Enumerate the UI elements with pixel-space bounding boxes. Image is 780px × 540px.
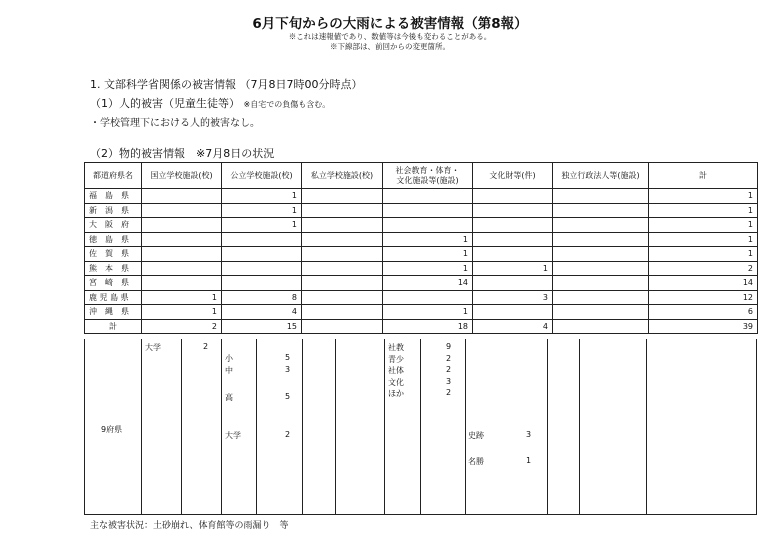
value-cell [142,276,222,291]
note-preliminary: ※これは速報値であり、数値等は今後も変わることがある。 [288,32,492,41]
note-underline: ※下線部は、前回からの変更箇所。 [330,42,450,51]
value-cell: 1 [649,232,758,247]
value-cell: 4 [222,305,302,320]
breakdown-kokuritsu-key: 大学 [145,343,161,352]
value-cell [383,203,473,218]
value-cell [383,189,473,204]
breakdown-shakai-val: 9 [446,342,452,351]
section-1-heading: 1. 文部科学省関係の被害情報 （7月8日7時00分時点） [90,78,363,91]
footer-main-damage: 主な被害状況：土砂崩れ、体育館等の雨漏り 等 [90,521,289,531]
value-cell: 1 [383,261,473,276]
value-cell [553,247,649,262]
value-cell [302,261,383,276]
header-cell: 公立学校施設(校) [222,163,302,189]
value-cell: 14 [383,276,473,291]
breakdown-divider [579,339,580,515]
value-cell [473,218,553,233]
breakdown-divider [302,339,303,515]
value-cell [142,247,222,262]
value-cell: 4 [473,319,553,334]
breakdown-bunka-val: 1 [526,456,532,465]
breakdown-kouritsu-val: 3 [285,365,291,374]
table-row [85,305,758,320]
value-cell: 8 [222,290,302,305]
prefecture-cell: 沖 縄 県 [85,305,142,320]
breakdown-divider [646,339,647,515]
breakdown-kouritsu-key: 大学 [225,431,241,440]
value-cell: 2 [649,261,758,276]
damage-table [84,162,758,334]
breakdown-shakai-key: 文化 [388,377,404,387]
prefecture-cell: 新 潟 県 [85,203,142,218]
prefecture-cell: 計 [85,319,142,334]
header-cell: 国立学校施設(校) [142,163,222,189]
value-cell [553,261,649,276]
value-cell: 14 [649,276,758,291]
value-cell: 12 [649,290,758,305]
value-cell [302,247,383,262]
breakdown-divider [181,339,182,515]
value-cell: 1 [142,305,222,320]
value-cell: 1 [649,247,758,262]
value-cell [553,276,649,291]
breakdown-shakai-key: 社教 [388,343,404,352]
section-1-1-heading [90,95,330,111]
value-cell [302,276,383,291]
header-cell: 都道府県名 [85,163,142,189]
breakdown-shakai-val: 2 [446,388,452,397]
value-cell: 3 [473,290,553,305]
value-cell [142,203,222,218]
value-cell: 39 [649,319,758,334]
table-row [85,261,758,276]
value-cell [473,203,553,218]
breakdown-kouritsu-key: 高 [225,393,233,402]
breakdown-kouritsu-key: 中 [225,366,233,375]
breakdown-divider [384,339,385,515]
value-cell: 1 [222,218,302,233]
breakdown-divider [420,339,421,515]
breakdown-kouritsu-val: 5 [285,392,291,401]
value-cell [302,203,383,218]
value-cell [222,247,302,262]
value-cell [473,247,553,262]
value-cell [553,189,649,204]
value-cell: 1 [383,305,473,320]
value-cell: 1 [383,247,473,262]
value-cell: 1 [473,261,553,276]
value-cell [142,218,222,233]
value-cell [302,305,383,320]
table-row [85,218,758,233]
value-cell [302,290,383,305]
breakdown-shakai-val: 2 [446,365,452,374]
breakdown-divider [141,339,142,515]
breakdown-divider [335,339,336,515]
value-cell [142,189,222,204]
header-cell: 文化財等(件) [473,163,553,189]
breakdown-region-label: 9府県 [101,425,123,434]
header-cell: 独立行政法人等(施設) [553,163,649,189]
value-cell: 1 [383,232,473,247]
value-cell [302,189,383,204]
breakdown-shakai-key: ほか [388,389,404,398]
value-cell: 1 [142,290,222,305]
table-row [85,189,758,204]
breakdown-bunka-key: 史跡 [468,431,484,440]
value-cell [302,232,383,247]
section-1-1-note: ※自宅での負傷も含む。 [243,100,331,109]
table-row [85,232,758,247]
value-cell: 15 [222,319,302,334]
value-cell [302,319,383,334]
table-row [85,247,758,262]
breakdown-kouritsu-key: 小 [225,354,233,363]
section-1-2-heading: （2）物的被害情報 ※7月8日の状況 [90,147,275,160]
value-cell [383,290,473,305]
header-cell: 社会教育・体育・ 文化施設等(施設) [383,163,473,189]
breakdown-divider [256,339,257,515]
prefecture-cell: 福 島 県 [85,189,142,204]
value-cell: 1 [222,203,302,218]
value-cell: 18 [383,319,473,334]
prefecture-cell: 佐 賀 県 [85,247,142,262]
value-cell [473,305,553,320]
value-cell [142,232,222,247]
breakdown-shakai-key: 社体 [388,366,404,375]
page-title: 6月下旬からの大雨による被害情報（第8報） [252,16,528,32]
breakdown-kokuritsu-val: 2 [203,342,209,351]
prefecture-cell: 徳 島 県 [85,232,142,247]
value-cell: 1 [649,203,758,218]
prefecture-cell: 宮 崎 県 [85,276,142,291]
value-cell: 6 [649,305,758,320]
value-cell: 1 [649,189,758,204]
value-cell [553,305,649,320]
value-cell [473,232,553,247]
value-cell [473,276,553,291]
table-row [85,203,758,218]
value-cell [222,232,302,247]
breakdown-bunka-key: 名勝 [468,457,484,466]
value-cell: 1 [222,189,302,204]
value-cell [302,218,383,233]
value-cell [383,218,473,233]
breakdown-shakai-val: 2 [446,353,452,363]
prefecture-cell: 鹿 児 島 県 [85,290,142,305]
value-cell [553,319,649,334]
table-row [85,290,758,305]
section-1-1-title: （1）人的被害（児童生徒等） [90,97,240,110]
value-cell [473,189,553,204]
header-cell: 計 [649,163,758,189]
section-1-1-body: ・学校管理下における人的被害なし。 [90,118,260,129]
value-cell: 2 [142,319,222,334]
table-row [85,319,758,334]
value-cell [553,218,649,233]
breakdown-divider [221,339,222,515]
value-cell [222,261,302,276]
breakdown-kouritsu-val: 2 [285,430,291,439]
breakdown-bunka-val: 3 [526,430,532,439]
value-cell [553,232,649,247]
value-cell [553,290,649,305]
breakdown-shakai-val: 3 [446,376,452,386]
value-cell [142,261,222,276]
prefecture-cell: 熊 本 県 [85,261,142,276]
value-cell: 1 [649,218,758,233]
breakdown-divider [547,339,548,515]
prefecture-cell: 大 阪 府 [85,218,142,233]
breakdown-shakai-key: 青少 [388,354,404,364]
breakdown-kouritsu-val: 5 [285,353,291,362]
table-row [85,276,758,291]
value-cell [553,203,649,218]
breakdown-divider [465,339,466,515]
value-cell [222,276,302,291]
header-cell: 私立学校施設(校) [302,163,383,189]
